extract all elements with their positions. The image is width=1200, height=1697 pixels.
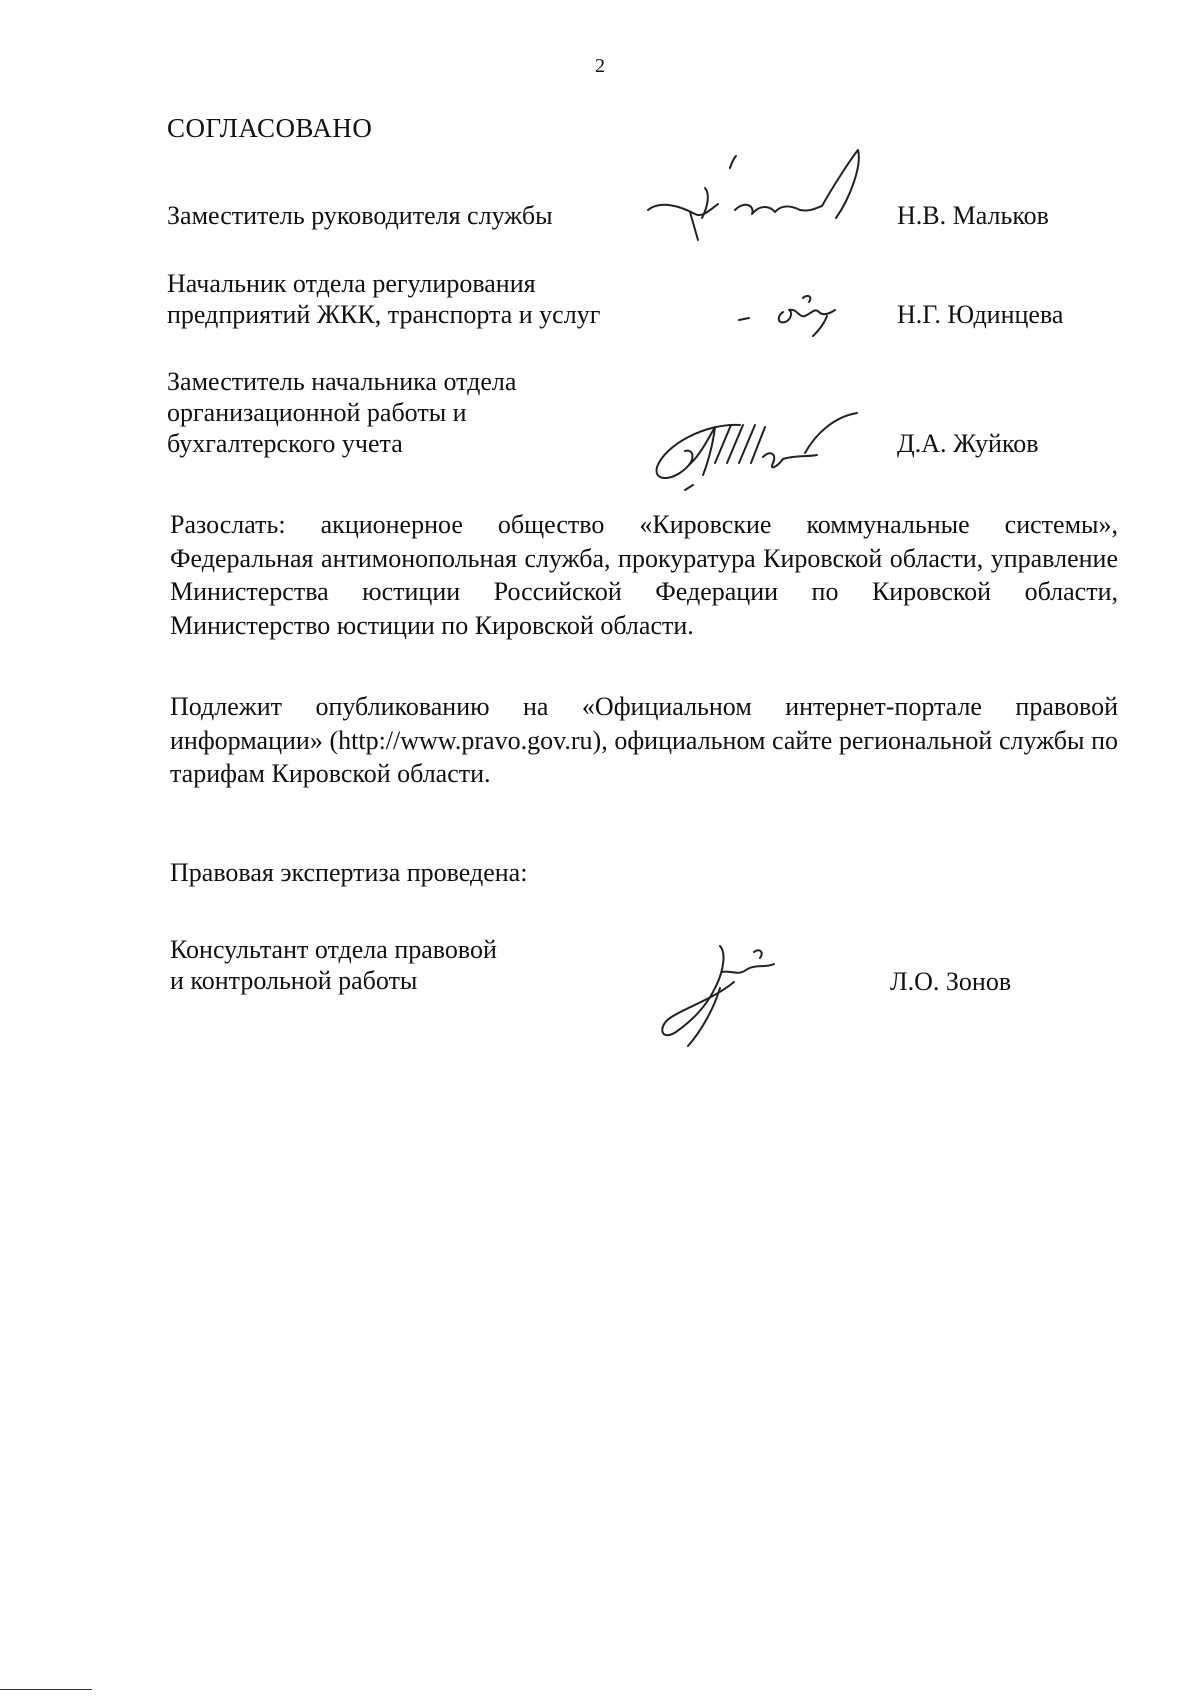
- footer-rule: [0, 1689, 92, 1690]
- page-number: 2: [595, 55, 605, 77]
- role-line: Заместитель руководителя службы: [167, 201, 553, 230]
- approval-role-3: [167, 366, 516, 459]
- legal-review-label: Правовая экспертиза проведена:: [170, 858, 528, 887]
- signer-name-3: Д.А. Жуйков: [897, 429, 1039, 458]
- signature-icon: [640, 148, 890, 263]
- role-line: Начальник отдела регулирования: [167, 269, 536, 298]
- legal-review-role: [170, 934, 497, 996]
- role-line: бухгалтерского учета: [167, 429, 403, 458]
- signer-name-2: Н.Г. Юдинцева: [897, 300, 1064, 329]
- role-line: предприятий ЖКК, транспорта и услуг: [167, 300, 601, 329]
- signature-icon: [735, 290, 855, 340]
- role-line: и контрольной работы: [170, 966, 418, 995]
- approval-role-1: [167, 200, 553, 231]
- legal-review-signer: Л.О. Зонов: [890, 967, 1012, 996]
- publication-paragraph: Подлежит опубликованию на «Официальном интернет-портале правовой информации» (http://www.pravo.gov.ru), официальном сайте региональной службы по тарифам Кировской области.: [170, 692, 1118, 788]
- distribution-paragraph: Разослать: акционерное общество «Кировские коммунальные системы», Федеральная антимонопольная служба, прокуратура Кировской области, управление Министерства юстиции Российской Федерации по Кировской области, Министерство юстиции по Кировской области.: [170, 510, 1118, 640]
- approval-role-2: [167, 268, 600, 330]
- role-line: Заместитель начальника отдела: [167, 367, 517, 396]
- signer-name-1: Н.В. Мальков: [897, 201, 1049, 230]
- signature-icon: [650, 930, 835, 1050]
- approval-heading: СОГЛАСОВАНО: [167, 113, 373, 143]
- signature-icon: [645, 405, 905, 500]
- role-line: организационной работы и: [167, 398, 467, 427]
- role-line: Консультант отдела правовой: [170, 935, 497, 964]
